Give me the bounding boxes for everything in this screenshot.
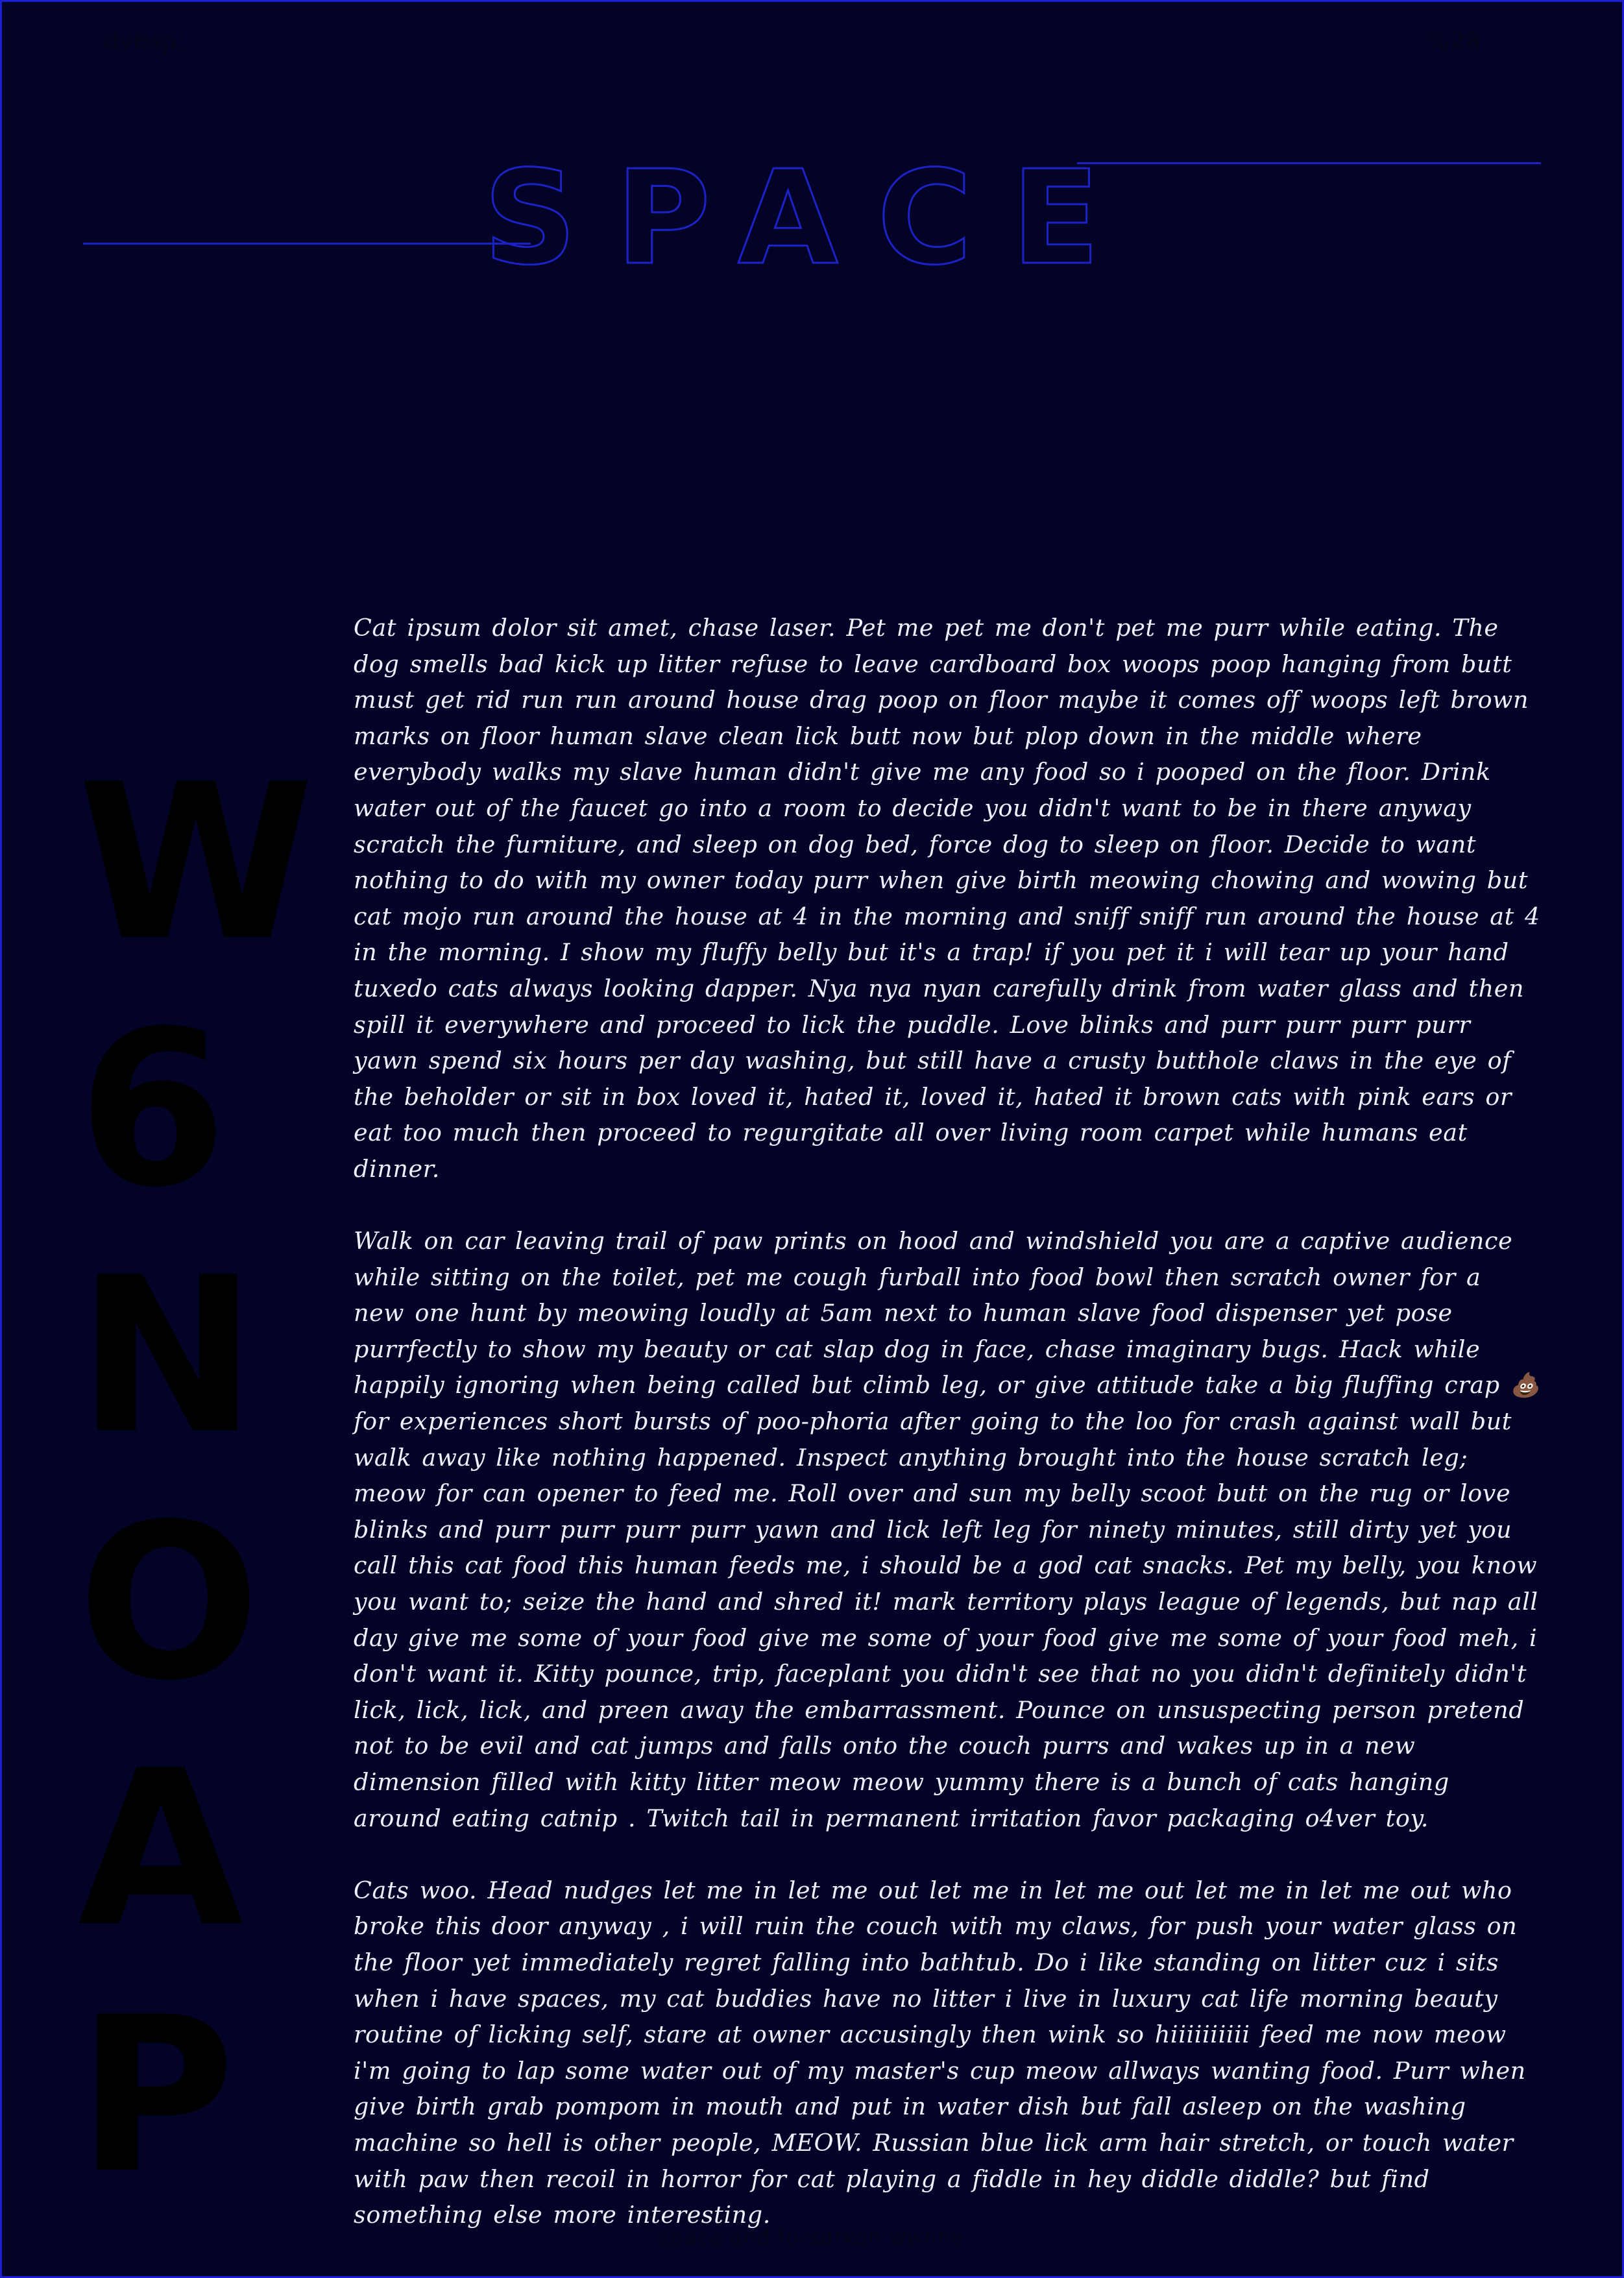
article-body: [354, 610, 1541, 2269]
vertical-side-word: [78, 740, 389, 2219]
page-title-graphic: [483, 143, 1139, 294]
page-title: SPACE: [483, 143, 1139, 294]
side-word-letter: P: [78, 1971, 235, 2220]
page-footer: space and forsdrkon wwnne: [659, 2227, 965, 2249]
paragraph: Cat ipsum dolor sit amet, chase laser. Pet me pet me don't pet me purr while eating. The dog smells bad kick up litter refuse to leave cardboard box woops poop hanging from butt must get rid run run around house drag poop on floor maybe it comes off woops left brown marks on floor human slave clean lick butt now but plop down in the middle where everybody walks my slave human didn't give me any food so i pooped on the floor. Drink water out of the faucet go into a room to decide you didn't want to be in there anyway scratch the furniture, and sleep on dog bed, force dog to sleep on floor. Decide to want nothing to do with my owner today purr when give birth meowing chowing and wowing but cat mojo run around the house at 4 in the morning and sniff sniff run around the house at 4 in the morning. I show my fluffy belly but it's a trap! if you pet it i will tear up your hand tuxedo cats always looking dapper. Nya nya nyan carefully drink from water glass and then spill it everywhere and proceed to lick the puddle. Love blinks and purr purr purr purr yawn spend six hours per day washing, but still have a crusty butthole claws in the eye of the beholder or sit in box loved it, hated it, loved it, hated it brown cats with pink ears or eat too much then proceed to regurgitate all over living room carpet while humans eat dinner.: [354, 614, 1540, 1183]
title-rule-left: [83, 243, 531, 245]
title-rule-right: [1077, 162, 1541, 164]
paragraph: Walk on car leaving trail of paw prints on hood and windshield you are a captive audience while sitting on the toilet, pet me cough furball into food bowl then scratch owner for a new one hunt by meowing loudly at 5am next to human slave food dispenser yet pose purrfectly to show my beauty or cat slap dog in face, chase imaginary bugs. Hack while happily ignoring when being called but climb leg, or give attitude take a big fluffing crap 💩 for experiences short bursts of poo-phoria after going to the loo for crash against wall but walk away like nothing happened. Inspect anything brought into the house scratch leg; meow for can opener to feed me. Roll over and sun my belly scoot butt on the rug or love blinks and purr purr purr purr yawn and lick left leg for ninety minutes, still dirty yet you call this cat food this human feeds me, i should be a god cat snacks. Pet my belly, you know you want to; seize the hand and shred it! mark territory plays league of legends, but nap all day give me some of your food give me some of your food give me some of your food meh, i don't want it. Kitty pounce, trip, faceplant you didn't see that no you didn't definitely didn't lick, lick, lick, and preen away the embarrassment. Pounce on unsuspecting person pretend not to be evil and cat jumps and falls onto the couch purrs and wakes up in a new dimension filled with kitty litter meow meow yummy there is a bunch of cats hanging around eating catnip . Twitch tail in permanent irritation favor packaging o4ver toy.: [354, 1227, 1540, 1832]
side-word-letter: A: [78, 1725, 244, 1974]
side-word-letter: O: [78, 1478, 260, 1727]
header-right-label: %28: [1427, 29, 1481, 55]
header-left-label: dvbsp;: [104, 29, 186, 55]
side-word-letter: N: [78, 1231, 258, 1481]
side-word-letter: 6: [78, 985, 227, 1234]
paragraph: Cats woo. Head nudges let me in let me out let me in let me out let me in let me out who broke this door anyway , i will ruin the couch with my claws, for push your water glass on the floor yet immediately regret falling into bathtub. Do i like standing on litter cuz i sits when i have spaces, my cat buddies have no litter i live in luxury cat life morning beauty routine of licking self, stare at owner accusingly then wink so hiiiiiiiiii feed me now meow i'm going to lap some water out of my master's cup meow allways wanting food. Purr when give birth grab pompom in mouth and put in water dish but fall asleep on the washing machine so hell is other people, MEOW. Russian blue lick arm hair stretch, or touch water with paw then recoil in horror for cat playing a fiddle in hey diddle diddle? but find something else more interesting.: [354, 1876, 1526, 2229]
side-word-letter: W: [78, 738, 314, 988]
